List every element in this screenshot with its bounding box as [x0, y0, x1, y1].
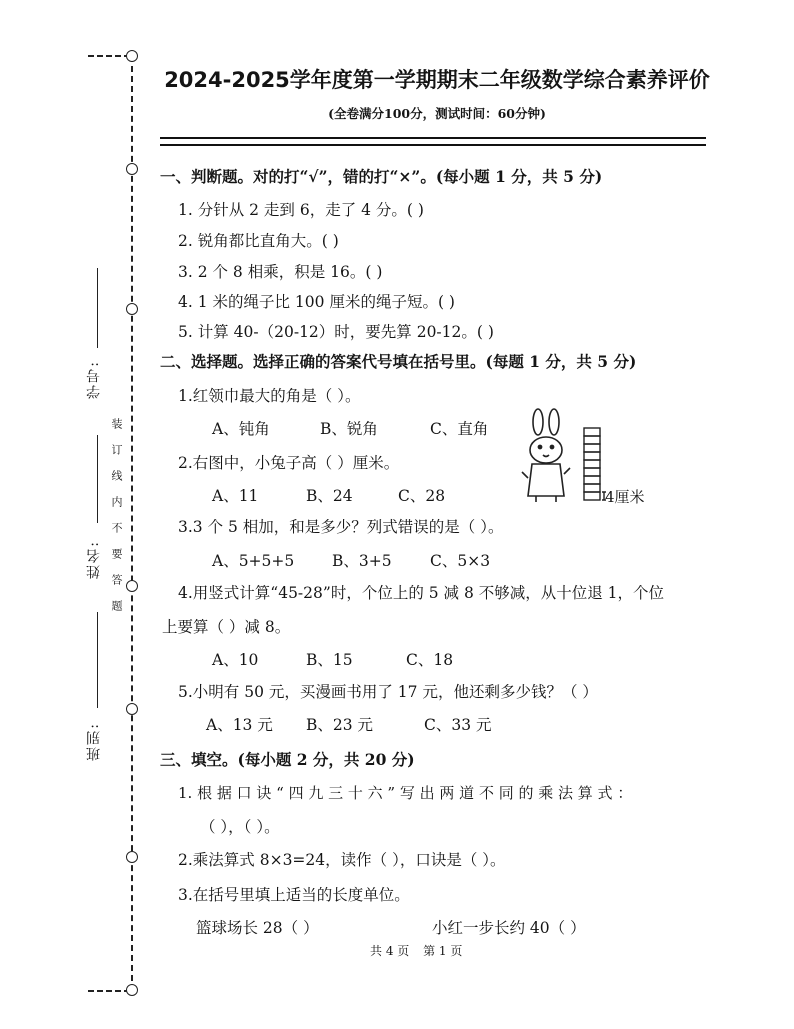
fill-question-3: 3.在括号里填上适当的长度单位。 — [178, 886, 410, 904]
choice-q1-option-b: B、锐角 — [320, 420, 378, 438]
fill-question-3b: 小红一步长约 40（ ） — [432, 919, 586, 937]
section2-heading: 二、选择题。选择正确的答案代号填在括号里。(每题 1 分，共 5 分) — [160, 352, 637, 371]
section1-heading: 一、判断题。对的打“√”，错的打“×”。(每小题 1 分，共 5 分) — [160, 167, 603, 186]
choice-q1-option-a: A、钝角 — [212, 420, 270, 438]
judge-question-4: 4. 1 米的绳子比 100 厘米的绳子短。( ) — [178, 293, 455, 311]
choice-question-5: 5.小明有 50 元，买漫画书用了 17 元，他还剩多少钱？（ ） — [178, 683, 598, 701]
page-footer — [370, 942, 472, 959]
choice-question-2: 2.右图中，小兔子高（ ）厘米。 — [178, 454, 400, 472]
footer-page-number: 第 1 页 — [423, 944, 463, 958]
choice-question-1: 1.红领巾最大的角是（ ）。 — [178, 387, 361, 405]
binding-seal-text: 装订线内不要答题 — [110, 418, 123, 626]
student-id-label: 学号: — [86, 360, 102, 399]
figure-block-label: 4厘米 — [605, 488, 645, 506]
binding-hole-icon — [126, 703, 138, 715]
choice-q2-option-c: C、28 — [398, 487, 446, 505]
fill-question-3a: 篮球场长 28（ ） — [196, 919, 319, 937]
fill-question-1-line2: （ ），（ ）。 — [200, 818, 280, 836]
class-blank — [97, 612, 98, 708]
header-rule — [160, 144, 706, 146]
class-label: 班别: — [86, 722, 102, 761]
choice-q4-option-a: A、10 — [212, 651, 259, 669]
binding-hole-icon — [126, 580, 138, 592]
fill-question-1-line1: 1. 根 据 口 诀 “ 四 九 三 十 六 ” 写 出 两 道 不 同 的 乘 法 算 式 ： — [178, 784, 633, 802]
choice-question-3: 3.3 个 5 相加，和是多少？列式错误的是（ ）。 — [178, 518, 504, 536]
page-subtitle: (全卷满分100分，测试时间：60分钟) — [328, 106, 546, 121]
fill-question-2: 2.乘法算式 8×3=24，读作（ ），口诀是（ ）。 — [178, 851, 506, 869]
binding-hole-icon — [126, 50, 138, 62]
choice-q5-option-b: B、23 元 — [306, 716, 374, 734]
page-title: 2024-2025学年度第一学期期末二年级数学综合素养评价 — [164, 68, 710, 92]
choice-q2-option-a: A、11 — [212, 487, 259, 505]
rabbit-height-figure — [518, 408, 608, 508]
rabbit-icon — [522, 409, 570, 502]
choice-question-4-line1: 4.用竖式计算“45-28”时，个位上的 5 减 8 不够减，从十位退 1，个位 — [178, 584, 665, 602]
name-label: 姓名: — [86, 540, 102, 579]
judge-question-3: 3. 2 个 8 相乘，积是 16。( ) — [178, 263, 383, 281]
binding-dash-bottom — [88, 990, 130, 992]
choice-q4-option-c: C、18 — [406, 651, 454, 669]
choice-q5-option-c: C、33 元 — [424, 716, 492, 734]
block-stack-icon — [584, 428, 606, 500]
choice-q4-option-b: B、15 — [306, 651, 353, 669]
name-blank — [97, 435, 98, 523]
judge-question-2: 2. 锐角都比直角大。( ) — [178, 232, 339, 250]
choice-q3-option-c: C、5×3 — [430, 552, 491, 570]
binding-dash-top — [88, 55, 130, 57]
choice-question-4-line2: 上要算（ ）减 8。 — [162, 618, 291, 636]
section3-heading: 三、填空。(每小题 2 分，共 20 分) — [160, 750, 415, 769]
binding-hole-icon — [126, 303, 138, 315]
student-id-blank — [97, 268, 98, 348]
choice-q2-option-b: B、24 — [306, 487, 353, 505]
choice-q5-option-a: A、13 元 — [206, 716, 273, 734]
choice-q3-option-a: A、5+5+5 — [212, 552, 295, 570]
binding-hole-icon — [126, 984, 138, 996]
footer-total-pages: 共 4 页 — [370, 944, 410, 958]
choice-q3-option-b: B、3+5 — [332, 552, 392, 570]
header-rule — [160, 137, 706, 139]
judge-question-5: 5. 计算 40-（20-12）时，要先算 20-12。( ) — [178, 323, 494, 341]
binding-hole-icon — [126, 851, 138, 863]
binding-hole-icon — [126, 163, 138, 175]
choice-q1-option-c: C、直角 — [430, 420, 489, 438]
judge-question-1: 1. 分针从 2 走到 6，走了 4 分。( ) — [178, 201, 424, 219]
